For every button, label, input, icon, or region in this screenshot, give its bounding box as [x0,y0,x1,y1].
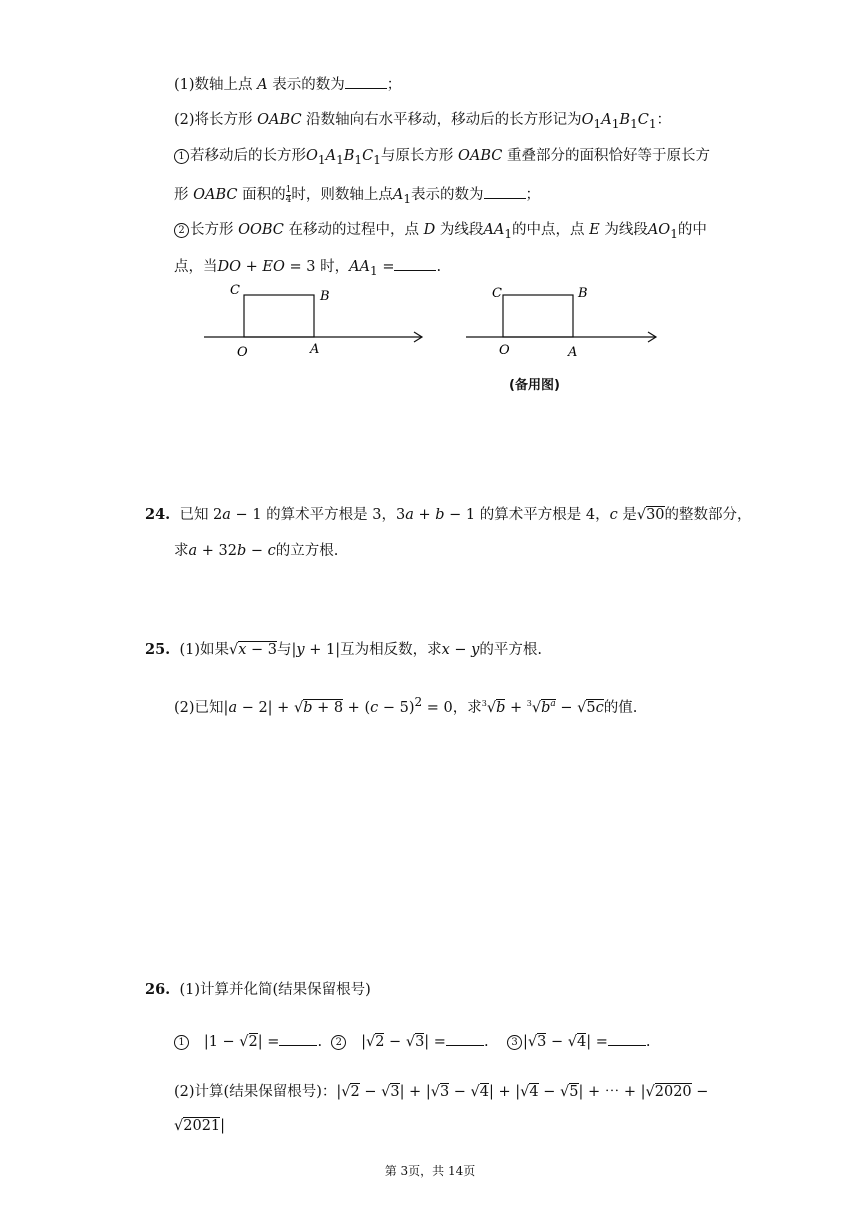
q24-line1: 24. 已知 2a − 1 的算术平方根是 3，3a + b − 1 的算术平方根是 4，c 是√30的整数部分， [145,506,752,523]
q25-line2: (2)已知$|a - 2| + √b + 8 + (c - 5)^2 = 0$，求$^3√b + ^3√b^a - √5c$的值. [174,695,638,716]
q23-part2-sub2-line2: 点，当DO + EO = 3 时，$AA_1$ = . [174,256,441,281]
q26-line2: 1 |1 − √2| = . 2 |√2 − √3| = . 3 |√3 − √4| = . [174,1031,650,1052]
page-footer: 第 3页，共 14页 [384,1164,476,1178]
q23-part2-sub1-line2: 形 OABC 面积的 $\frac{1}{4}$ 时，则数轴上点$A_1$表示的数为 ； [174,184,541,206]
svg-text:B: B [578,286,588,301]
figure-backup [466,286,656,360]
q24-line2: 求a + 32b − c的立方根. [174,543,339,559]
svg-text:C: C [492,286,502,301]
q26-line4: √2021| [174,1118,226,1134]
q23-part2-sub1-line1: 1 若移动后的长方形$O_1A_1B_1C_1$与原长方形 OABC 重叠部分的面积恰好等于原长方 [174,146,710,170]
q25-line1: 25. (1)如果√x − 3与|y + 1|互为相反数，求x − y的平方根. [145,641,542,658]
label-O: O [237,345,248,360]
q26-line3: (2)计算(结果保留根号)：|√2 − √3| + |√3 − √4| + |√4 − √5| + ⋯ + |√2020 − [174,1084,709,1100]
q23-part1: (1)数轴上点 A 表示的数为 ； [174,74,401,95]
svg-text:A: A [568,345,578,360]
backup-figure-caption: (备用图) [509,378,560,393]
label-B: B [320,289,330,304]
q23-part2-sub2-line1: 2 长方形 OOBC 在移动的过程中，点 D 为线段$AA_1$的中点，点 E 为线段$AO_1$的中 [174,220,707,244]
number-line-figure [0,280,860,400]
q25-number: 25. [145,641,171,658]
figure-main [204,283,422,360]
q26-line1: 26. (1)计算并化简(结果保留根号) [145,981,371,998]
label-A: A [310,342,320,357]
q26-number: 26. [145,981,171,998]
q24-number: 24. [145,506,171,523]
q23-part2: (2)将长方形 OABC 沿数轴向右水平移动，移动后的长方形记为$O_1A_1B_1C_1$： [174,112,672,131]
svg-text:O: O [499,343,510,358]
label-C: C [230,283,240,298]
